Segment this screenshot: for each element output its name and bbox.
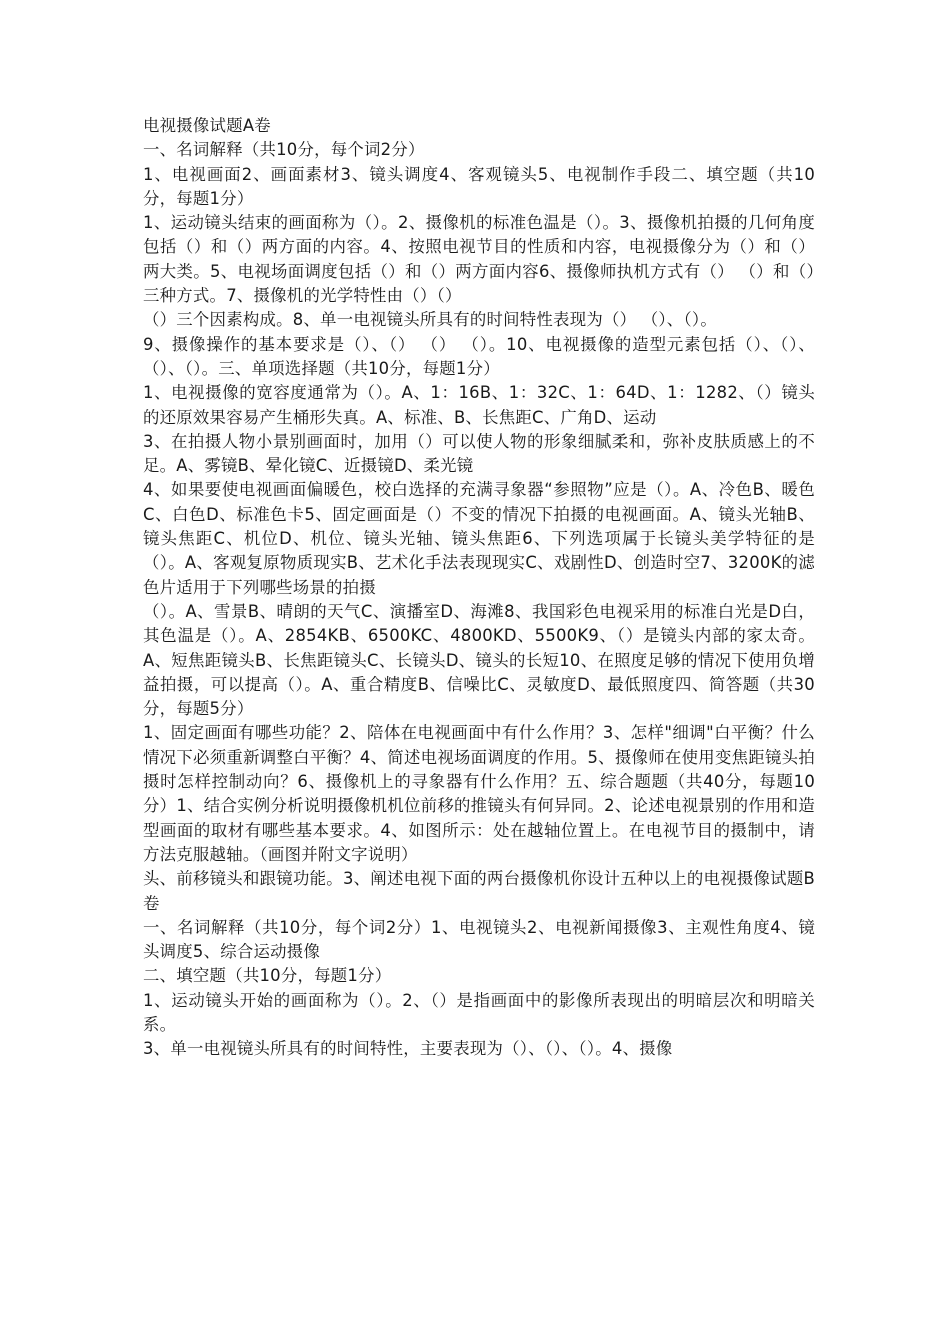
paragraph: （）。A、雪景B、晴朗的天气C、演播室D、海滩8、我国彩色电视采用的标准白光是D白，其色温是（）。A、2854KB、6500KC、4800KD、5500K9、（）是镜头内部的家太奇。A、短焦距镜头B、长焦距镜头C、长镜头D、镜头的长短10、在照度足够的情况下使用负增益拍摄，可以提高（）。A、重合精度B、信噪比C、灵敏度D、最低照度四、简答题（共30分，每题5分） [143,601,815,719]
paragraph: 1、电视画面2、画面素材3、镜头调度4、客观镜头5、电视制作手段二、填空题（共10分，每题1分） [143,164,815,208]
paragraph: 1、运动镜头结束的画面称为（）。2、摄像机的标准色温是（）。3、摄像机拍摄的几何角度包括（）和（）两方面的内容。4、按照电视节目的性质和内容，电视摄像分为（）和（）两大类。5、电视场面调度包括（）和（）两方面内容6、摄像师执机方式有（） （）和（）三种方式。7、摄像机的光学特性由（）（） [143,213,815,306]
paragraph: 4、如果要使电视画面偏暖色，校白选择的充满寻象器“参照物”应是（）。A、冷色B、暖色C、白色D、标准色卡5、固定画面是（）不变的情况下拍摄的电视画面。A、镜头光轴B、镜头焦距C、机位D、机位、镜头光轴、镜头焦距6、下列选项属于长镜头美学特征的是（）。A、客观复原物质现实B、艺术化手法表现现实C、戏剧性D、创造时空7、3200K的滤色片适用于下列哪些场景的拍摄 [143,480,815,597]
paragraph: 1、固定画面有哪些功能？2、陪体在电视画面中有什么作用？3、怎样"细调"白平衡？什么情况下必须重新调整白平衡？4、简述电视场面调度的作用。5、摄像师在使用变焦距镜头拍摄时怎样控制动向？6、摄像机上的寻象器有什么作用？五、综合题题（共40分，每题10分）1、结合实例分析说明摄像机机位前移的推镜头有何异同。2、论述电视景别的作用和造型画面的取材有哪些基本要求。4、如图所示：处在越轴位置上。在电视节目的摄制中，请方法克服越轴。（画图并附文字说明） [143,723,815,864]
paragraph: 1、电视摄像的宽容度通常为（）。A、1：16B、1：32C、1：64D、1：1282、（）镜头的还原效果容易产生桶形失真。A、标准、B、长焦距C、广角D、运动 [143,383,815,427]
paragraph: 头、前移镜头和跟镜功能。3、阐述电视下面的两台摄像机你设计五种以上的电视摄像试题B卷 [143,869,815,913]
paragraph: 1、运动镜头开始的画面称为（）。2、（）是指画面中的影像所表现出的明暗层次和明暗关系。 [143,990,815,1034]
paragraph: （）三个因素构成。8、单一电视镜头所具有的时间特性表现为（） （）、（）。 [143,310,717,330]
paragraph: 9、摄像操作的基本要求是（）、（） （） （）。10、电视摄像的造型元素包括（）、（）、（）、（）。三、单项选择题（共10分，每题1分） [143,334,815,378]
document-page [143,114,815,1062]
doc-title: 电视摄像试题A卷 [143,116,271,135]
paragraph: 一、名词解释（共10分，每个词2分）1、电视镜头2、电视新闻摄像3、主观性角度4、镜头调度5、综合运动摄像 [143,917,815,962]
section-heading: 二、填空题（共10分，每题1分） [143,966,392,986]
paragraph: 3、单一电视镜头所具有的时间特性，主要表现为（）、（）、（）。4、摄像 [143,1039,673,1059]
paragraph: 3、在拍摄人物小景别画面时，加用（）可以使人物的形象细腻柔和，弥补皮肤质感上的不足。A、雾镜B、晕化镜C、近摄镜D、柔光镜 [143,431,815,476]
section-heading: 一、名词解释（共10分，每个词2分） [143,140,425,160]
